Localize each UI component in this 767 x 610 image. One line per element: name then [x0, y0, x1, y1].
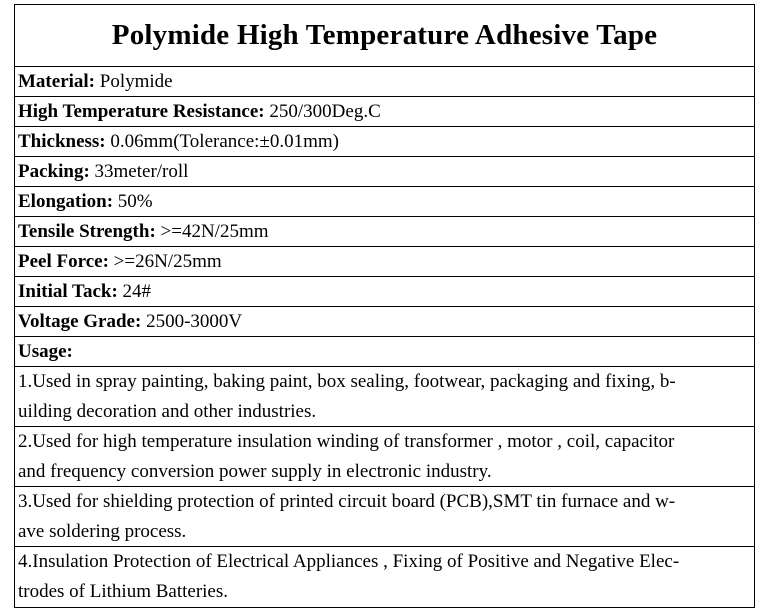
- spec-row-thickness: [15, 127, 754, 157]
- usage-line: 2.Used for high temperature insulation winding of transformer , motor , coil, capacitor: [18, 431, 675, 452]
- usage-line: 3.Used for shielding protection of printed circuit board (PCB),SMT tin furnace and w-: [18, 491, 676, 512]
- spec-label: Material:: [18, 70, 96, 92]
- usage-line: 1.Used in spray painting, baking paint, box sealing, footwear, packaging and fixing, b-: [18, 371, 676, 392]
- usage-heading-row: [15, 337, 754, 367]
- spec-value: 250/300Deg.C: [264, 100, 381, 122]
- spec-label: Packing:: [18, 160, 90, 182]
- spec-value: >=26N/25mm: [108, 250, 222, 272]
- spec-label: High Temperature Resistance:: [18, 100, 265, 122]
- spec-row-material: [15, 67, 754, 97]
- spec-label: Elongation:: [18, 190, 114, 212]
- spec-value: 2500-3000V: [141, 310, 243, 332]
- spec-row-peel-force: [15, 247, 754, 277]
- spec-row-elongation: [15, 187, 754, 217]
- spec-label: Voltage Grade:: [18, 310, 142, 332]
- spec-label: Initial Tack:: [18, 280, 118, 302]
- usage-line: and frequency conversion power supply in electronic industry.: [18, 461, 492, 482]
- spec-table: [14, 4, 755, 608]
- spec-row-tensile-strength: [15, 217, 754, 247]
- usage-line: trodes of Lithium Batteries.: [18, 581, 229, 602]
- page-title: Polymide High Temperature Adhesive Tape: [15, 5, 754, 67]
- spec-value: 0.06mm(Tolerance:±0.01mm): [105, 130, 339, 152]
- spec-value: >=42N/25mm: [155, 220, 269, 242]
- spec-row-temperature-resistance: [15, 97, 754, 127]
- spec-value: Polymide: [95, 70, 173, 92]
- usage-item: [15, 367, 754, 427]
- spec-value: 24#: [117, 280, 152, 302]
- spec-label: Thickness:: [18, 130, 106, 152]
- spec-row-initial-tack: [15, 277, 754, 307]
- usage-line: ave soldering process.: [18, 521, 187, 542]
- usage-line: uilding decoration and other industries.: [18, 401, 317, 422]
- usage-heading: Usage:: [18, 340, 73, 362]
- spec-value: 33meter/roll: [89, 160, 189, 182]
- usage-item: [15, 547, 754, 607]
- usage-item: [15, 427, 754, 487]
- usage-line: 4.Insulation Protection of Electrical Appliances , Fixing of Positive and Negative Elec-: [18, 551, 680, 572]
- spec-label: Peel Force:: [18, 250, 109, 272]
- usage-item: [15, 487, 754, 547]
- spec-label: Tensile Strength:: [18, 220, 156, 242]
- spec-row-packing: [15, 157, 754, 187]
- spec-value: 50%: [113, 190, 153, 212]
- spec-row-voltage-grade: [15, 307, 754, 337]
